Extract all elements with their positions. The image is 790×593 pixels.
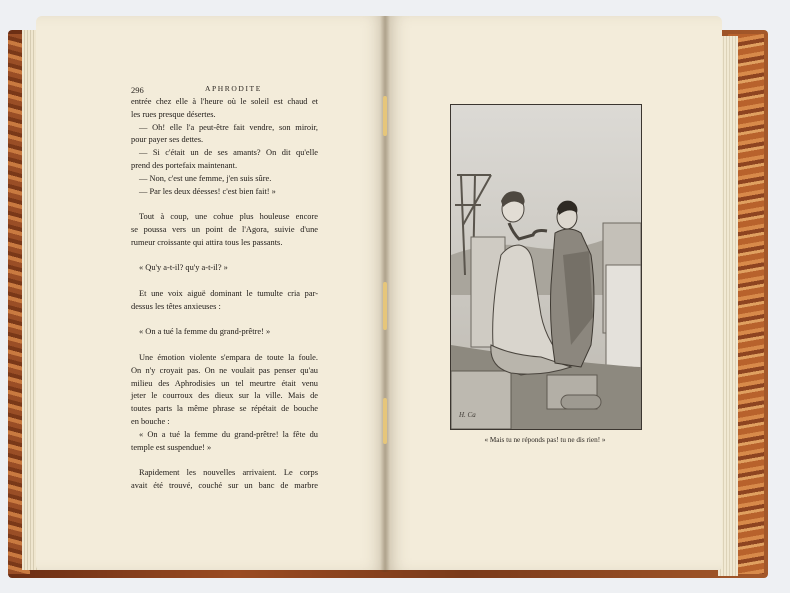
text-line: pour payer ses dettes. [131, 135, 204, 145]
paragraph-gap [131, 198, 318, 211]
text-line: — Oh! elle l'a peut-être fait vendre, son miroir, [139, 122, 318, 132]
paragraph-gap [131, 275, 318, 288]
binding-thread [383, 282, 387, 330]
page-number: 296 [131, 85, 144, 95]
text-line: prend des portefaix maintenant. [131, 160, 238, 170]
text-line: se poussa vers un point de l'Agora, suivie d'une [131, 224, 318, 234]
text-line: Rapidement les nouvelles arrivaient. Le corps [139, 468, 318, 478]
binding-thread [383, 398, 387, 444]
text-line: Une émotion violente s'empara de toute la foule. [139, 352, 318, 362]
paragraph-gap [131, 454, 318, 467]
illustration-caption: « Mais tu ne réponds pas! tu ne dis rien! » [484, 436, 606, 444]
paragraph-gap [131, 250, 318, 263]
text-line: dessus les têtes anxieuses : [131, 301, 221, 311]
body-text [131, 96, 318, 493]
text-line: rumeur croissante qui attira tous les passants. [131, 237, 283, 247]
text-line: entrée chez elle à l'heure où le soleil est chaud et [131, 97, 318, 106]
illustration-signature: H. Ca [459, 411, 476, 419]
text-line: « Qu'y a-t-il? qu'y a-t-il? » [139, 263, 228, 273]
text-line: temple est suspendue! » [131, 442, 212, 452]
text-line: les rues presque désertes. [131, 109, 216, 119]
text-line: On n'y croyait pas. On ne voulait pas penser qu'au [131, 365, 318, 375]
text-line: en bouche : [131, 416, 170, 426]
text-line: — Par les deux déesses! c'est bien fait! » [139, 186, 276, 196]
text-line: — Si c'était un de ses amants? On dit qu'elle [139, 148, 318, 158]
running-head: APHRODITE [205, 84, 262, 93]
text-line: toutes parts la même phrase se répétait de bouche [131, 404, 318, 414]
text-line: avait été trouvé, couché sur un banc de marbre [131, 480, 318, 490]
paragraph-gap [131, 314, 318, 327]
text-line: Et une voix aiguë dominant le tumulte cria par- [139, 288, 318, 298]
text-line: Tout à coup, une cohue plus houleuse encore [139, 212, 318, 222]
text-line: — Non, c'est une femme, j'en suis sûre. [139, 173, 272, 183]
binding-thread [383, 96, 387, 136]
text-line: « On a tué la femme du grand-prêtre! la fête du [139, 429, 318, 439]
text-line: jeter le courroux des dieux sur la ville. Mais de [131, 391, 318, 401]
illustration-plate [450, 104, 642, 430]
text-line: milieu des Aphrodisies un tel meurtre était venu [131, 378, 318, 388]
text-line: « On a tué la femme du grand-prêtre! » [139, 327, 271, 337]
paragraph-gap [131, 339, 318, 352]
illustration-image [451, 105, 641, 429]
